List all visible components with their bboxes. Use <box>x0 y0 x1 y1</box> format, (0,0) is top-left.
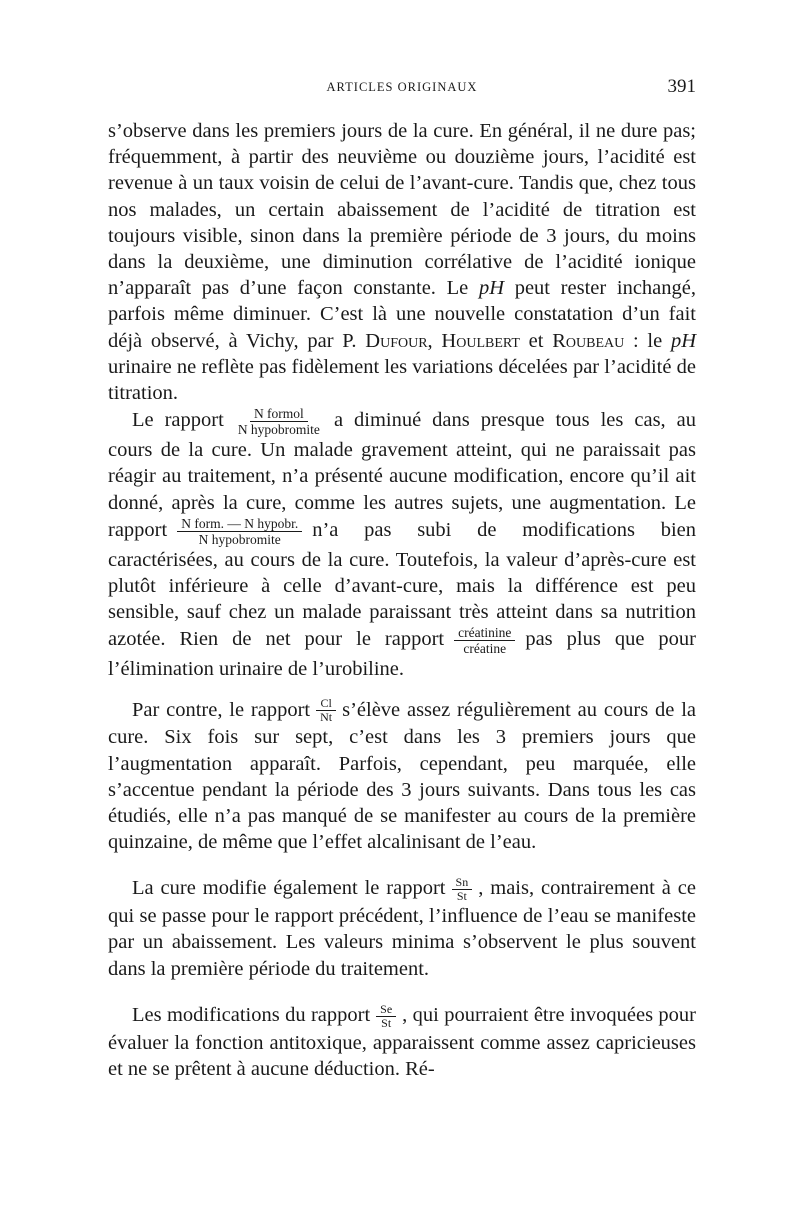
p3-lead: Par contre, le rapport <box>132 698 311 721</box>
p4-text: , mais, contrairement à ce qui se passe pour le rapport précédent, l’influence de l’eau se manifeste par un abaissement. Les valeurs minima s’observent le plus souvent dans la première période du traitement. <box>108 877 696 980</box>
fraction-denominator: St <box>381 1015 392 1030</box>
p2-lead: Le rapport <box>132 409 224 432</box>
fraction-n-formol <box>234 406 324 437</box>
p2-text-a: a diminué dans presque tous les cas, au cours de la cure. Un malade gravement atteint, qui ne paraissait pas réagir au traitement, n’a présenté aucune modification, encore qu’il ait donné, après la cure, comme les autres sujets, une augmentation. Le rapport <box>108 409 696 542</box>
fraction-denominator: St <box>456 889 467 904</box>
p2-text-c: pas plus que pour l’élimination urinaire de l’urobiline. <box>108 628 696 681</box>
paragraph-5 <box>108 1002 696 1082</box>
and-word: et <box>519 329 553 352</box>
body-text <box>108 118 696 1082</box>
fraction-numerator: Se <box>376 1003 396 1017</box>
p3-text: s’élève assez régulièrement au cours de la cure. Six fois sur sept, c’est dans les 3 premiers jours que l’augmentation apparaît. Parfois, cependant, peu marquée, elle s’accentue pendant la période des 3 jours suivants. Dans tous les cas étudiés, elle n’a pas manqué de se manifester au cours de la première quinzaine, de même que l’effet alcalinisant de l’eau. <box>108 698 696 854</box>
page-number: 391 <box>667 76 696 97</box>
p1-text-a: s’observe dans les premiers jours de la cure. En général, il ne dure pas; fréquemment, à partir des neuvième ou douzième jours, l’acidité est revenue à un taux voisin de celui de l’avant-cure. Tandis que, chez tous nos malades, un certain abaissement de l’acidité de titration est toujours visible, sinon dans la première période de 3 jours, du moins dans la deuxième, une diminution corrélative de l’acidité ionique n’apparaît pas d’une façon constante. Le <box>108 120 696 300</box>
fraction-denominator: N hypobromite <box>237 422 320 438</box>
paragraph-2 <box>108 406 696 682</box>
fraction-numerator: Sn <box>452 876 473 890</box>
p5-text: , qui pourraient être invoquées pour évaluer la fonction antitoxique, apparaissent comme assez capricieuses et ne se prêtent à aucune déduction. Ré- <box>108 1003 697 1080</box>
paragraph-1 <box>108 118 696 406</box>
p1-text-b: peut rester inchangé, parfois même diminuer. C’est là une nouvelle constatation d’un fait déjà observé, à Vichy, par P. <box>108 277 697 352</box>
paragraph-4 <box>108 875 696 981</box>
p2-text-b: n’a pas subi de modifications bien caractérisées, au cours de la cure. Toutefois, la valeur d’après-cure est plutôt inférieure à celle d’avant-cure, mais la différence est peu sensible, sauf chez un malade paraissant très atteint dans sa nutrition azotée. Rien de net pour le rapport <box>108 519 696 651</box>
ph-term: pH <box>478 277 504 300</box>
fraction-n-difference <box>177 516 302 547</box>
author-roubeau: Roubeau <box>552 329 625 352</box>
fraction-numerator: N formol <box>250 406 308 422</box>
p4-lead: La cure modifie également le rapport <box>132 877 446 900</box>
author-dufour: Dufour <box>365 329 428 352</box>
running-title: ARTICLES ORIGINAUX <box>326 80 478 94</box>
fraction-numerator: créatinine <box>454 625 515 641</box>
paragraph-3 <box>108 697 696 856</box>
fraction-cl-nt <box>316 697 336 724</box>
fraction-denominator: créatine <box>463 641 507 657</box>
colon-text: : le <box>624 329 671 352</box>
fraction-sn-st <box>452 876 473 903</box>
fraction-numerator: Cl <box>316 697 335 711</box>
author-houlbert: Houlbert <box>441 329 520 352</box>
page-header <box>108 76 696 100</box>
fraction-numerator: N form. — N hypobr. <box>177 516 302 532</box>
p5-lead: Les modifications du rapport <box>132 1003 371 1026</box>
fraction-denominator: Nt <box>320 710 333 725</box>
p1-text-c: urinaire ne reflète pas fidèlement les variations décelées par l’acidité de titration. <box>108 355 696 405</box>
author-separator: , <box>427 329 442 352</box>
fraction-se-st <box>376 1003 396 1030</box>
fraction-creatinine <box>454 625 515 656</box>
ph-term-2: pH <box>670 329 697 352</box>
fraction-denominator: N hypobromite <box>198 531 281 547</box>
